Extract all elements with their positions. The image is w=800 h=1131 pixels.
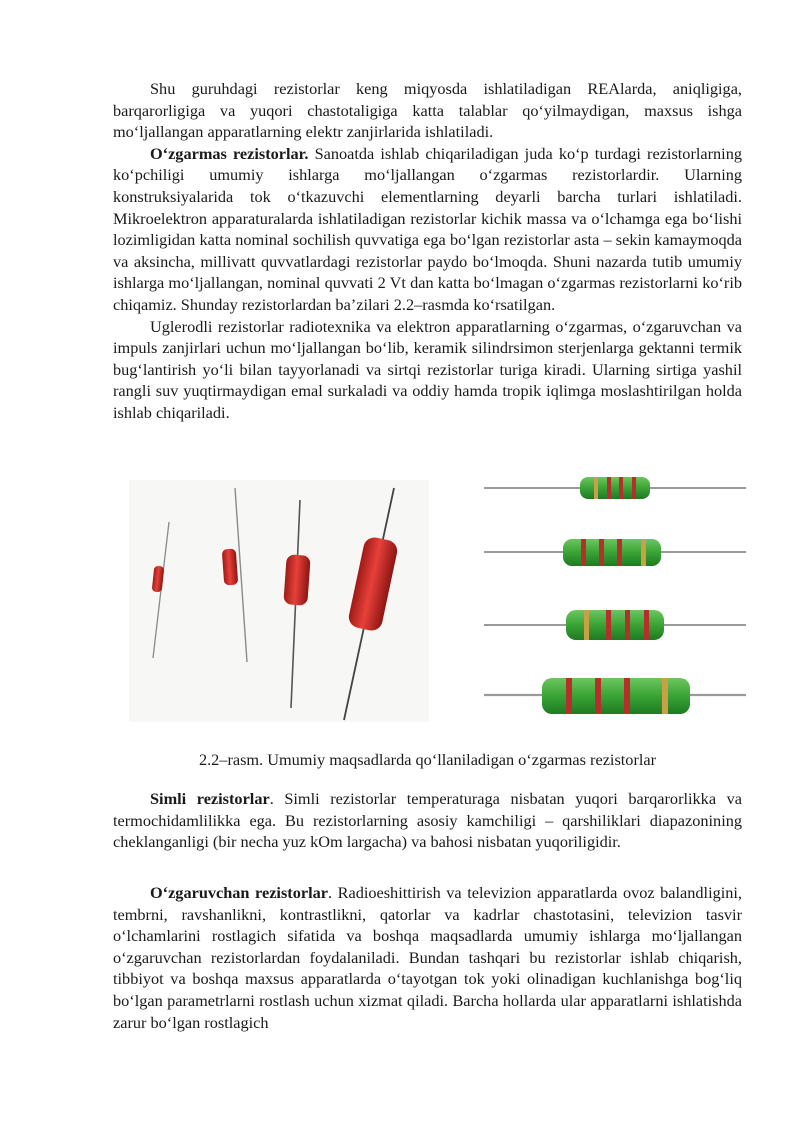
heading-fixed-resistors: O‘zgarmas rezistorlar. — [150, 143, 309, 163]
red-resistor-small — [152, 522, 169, 658]
green-resistor-4 — [484, 678, 746, 714]
red-resistor-medium-small — [222, 488, 247, 662]
paragraph-carbon-resistors: Uglerodli rezistorlar radiotexnika va elektron apparatlarning o‘zgarmas, o‘zgaruvchan va impuls zanjirlari uchun mo‘ljallangan bo‘lib, keramik silindrsimon sterjenlarga gektanni termik bug‘lantirish yo‘li bilan tayyorlanadi va sirtqi rezistorlar turiga kiradi. Ularning sirtiga yashil rangli suv yuqtirmaydigan emal surkaladi va oddiy hamda tropik iqlimga moslashtirilgan holda ishlab chiqariladi. — [113, 316, 742, 422]
paragraph-variable-resistors — [113, 882, 742, 1033]
paragraph-wire-resistors-body: . Simli rezistorlar temperaturaga nisbatan yuqori barqarorlikka va termochidamlilikka ega. Bu rezistorlarning asosiy kamchiligi – qarshiliklari diapazonining cheklanganligi (bir necha yuz kOm largacha) va bahosi nisbatan yuqoriligidir. — [113, 789, 742, 852]
green-resistor-2 — [484, 539, 746, 566]
green-resistor-3 — [484, 610, 746, 640]
text-block-wire-resistors — [113, 788, 742, 853]
text-block-top — [113, 78, 742, 424]
photo-red-resistors — [129, 480, 429, 722]
red-resistor-large — [344, 488, 399, 720]
red-resistor-medium — [283, 500, 310, 708]
photo-green-resistors — [484, 470, 748, 722]
paragraph-intro: Shu guruhdagi rezistorlar keng miqyosda ishlatiladigan REAlarda, aniqligiga, barqarorligiga va yuqori chastotaligiga katta talablar qo‘yilmaydigan, maxsus ishga mo‘ljallangan apparatlarning elektr zanjirlarida ishlatiladi. — [113, 79, 742, 142]
figure-caption: 2.2–rasm. Umumiy maqsadlarda qo‘llaniladigan o‘zgarmas rezistorlar — [198, 750, 657, 769]
paragraph-fixed-resistors-body: Sanoatda ishlab chiqariladigan juda ko‘p turdagi rezistorlarning ko‘pchiligi umumiy ishlarga mo‘ljallangan o‘zgarmas rezistorlardir. Ularning konstruksiyalarida tok o‘tkazuvchi elementlarning deyarli barcha turlari ishlatiladi. Mikroelektron apparaturalarda ishlatiladigan rezistorlar kichik massa va o‘lchamga ega bo‘lishi lozimligidan katta nominal sochilish quvvatiga ega bo‘lgan rezistorlar asta – sekin kamaymoqda va aksincha, millivatt quvvatlardagi rezistorlar paydo bo‘lmoqda. Shuni nazarda tutib umumiy ishlarga mo‘ljallangan, nominal quvvati 2 Vt dan katta bo‘lmagan o‘zgarmas rezistorlarni ko‘rib chiqamiz. Shunday rezistorlardan ba’zilari 2.2–rasmda ko‘rsatilgan. — [113, 143, 742, 314]
paragraph-wire-resistors — [113, 788, 742, 853]
green-resistors-illustration — [484, 470, 748, 722]
green-resistor-1 — [484, 477, 746, 499]
text-block-variable-resistors — [113, 882, 742, 1033]
red-resistors-illustration — [129, 480, 429, 722]
heading-variable-resistors: O‘zgaruvchan rezistorlar — [150, 883, 328, 902]
heading-wire-resistors: Simli rezistorlar — [150, 789, 270, 808]
paragraph-fixed-resistors — [113, 143, 742, 316]
paragraph-variable-resistors-body: . Radioeshittirish va televizion apparatlarda ovoz balandligini, tembrni, ravshanlikni, kontrastlikni, qatorlar va kadrlar chastotasini, televizion tasvir o‘lchamlarini rostlagich sifatida va boshqa maqsadlarda umumiy ishlarga mo‘ljallangan o‘zgaruvchan rezistorlardan foydalaniladi. Bundan tashqari bu rezistorlar ishlab chiqarish, tibbiyot va boshqa maxsus apparatlarda o‘tayotgan tok yoki olinadigan kuchlanishga bog‘liq bo‘lgan parametrlarni rostlash uchun xizmat qiladi. Barcha hollarda ular apparatlarni ishlatishda zarur bo‘lgan rostlagich — [113, 883, 742, 1032]
